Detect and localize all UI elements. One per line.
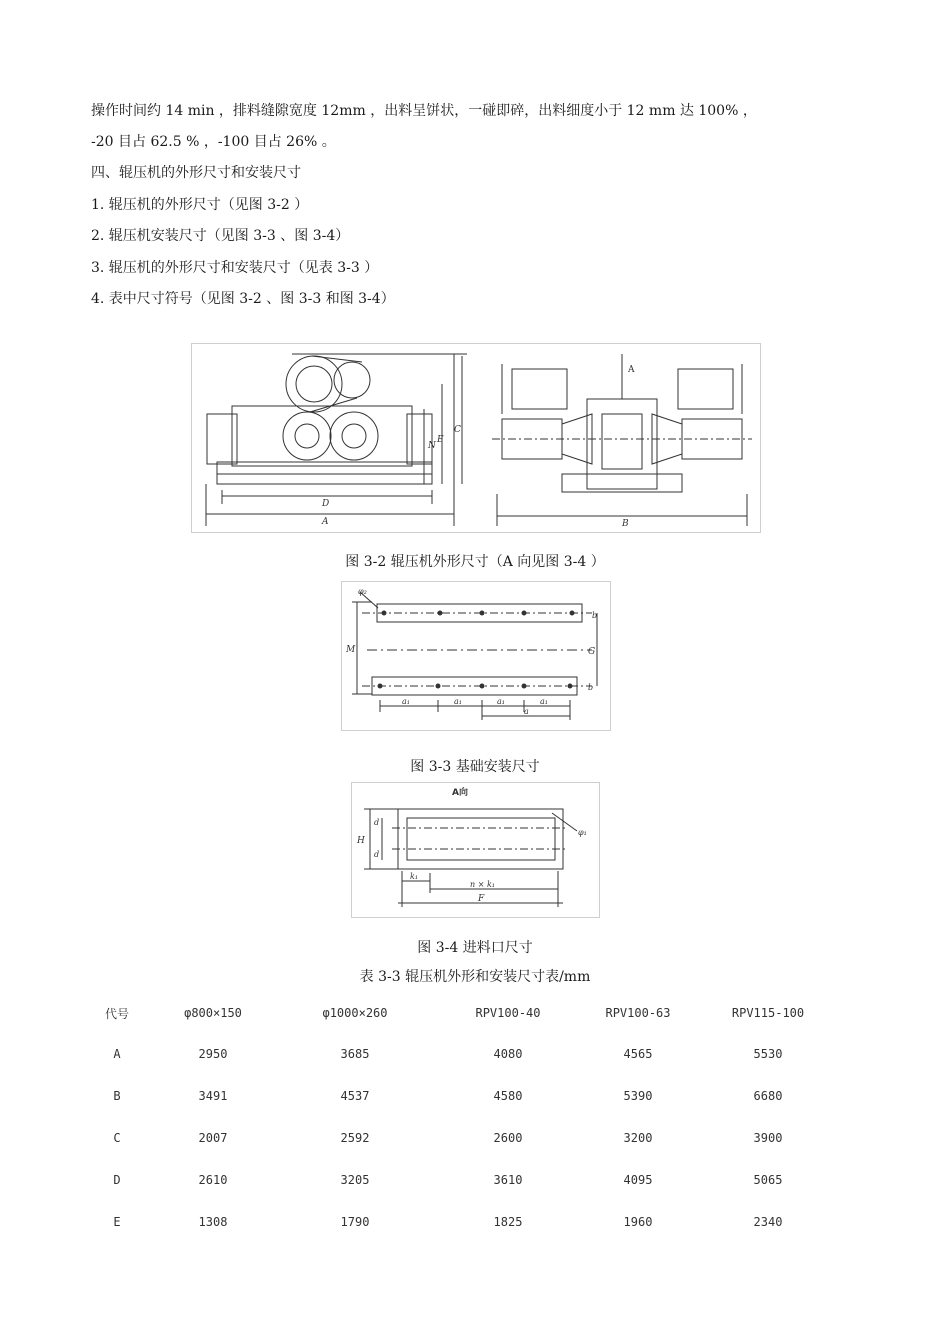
table-cell: 2007	[198, 1131, 228, 1145]
label-B: B	[622, 519, 629, 529]
figure-3-2-drawing	[191, 343, 761, 533]
table-cell: 3610	[493, 1173, 523, 1187]
table-cell: B	[113, 1089, 121, 1103]
table-row	[75, 1159, 833, 1201]
table-row	[75, 1033, 833, 1075]
figure-3-3-caption: 图 3-3 基础安装尺寸	[410, 759, 540, 775]
table-row	[75, 1201, 833, 1243]
table-cell: 1308	[198, 1215, 228, 1229]
table-row	[75, 1075, 833, 1117]
table-cell: 2610	[198, 1173, 228, 1187]
label-H: H	[357, 836, 365, 846]
table-cell: 4080	[493, 1047, 523, 1061]
label-a1-4: a₁	[540, 697, 548, 706]
figure-3-3-drawing	[341, 581, 611, 731]
body-paragraph-2: -20 目占 62.5 % ，-100 目占 26% 。	[91, 134, 336, 150]
table-cell: 4565	[623, 1047, 653, 1061]
label-a1-1: a₁	[402, 697, 410, 706]
table-cell: C	[113, 1131, 121, 1145]
header-phi1000: φ1000×260	[322, 1006, 388, 1020]
side-view	[492, 354, 752, 526]
list-item-2: 2. 辊压机安装尺寸（见图 3-3 、图 3-4）	[91, 228, 350, 244]
header-rpv100-63: RPV100-63	[605, 1006, 671, 1020]
table-cell: 2340	[753, 1215, 783, 1229]
label-D: D	[322, 499, 330, 509]
table-cell: 1790	[340, 1215, 370, 1229]
label-b-bottom: b	[588, 683, 594, 692]
table-cell: 5390	[623, 1089, 653, 1103]
header-rpv100-40: RPV100-40	[475, 1006, 541, 1020]
label-a1-3: a₁	[497, 697, 505, 706]
list-item-4: 4. 表中尺寸符号（见图 3-2 、图 3-3 和图 3-4）	[91, 291, 395, 307]
label-C: C	[454, 425, 461, 435]
dimensions-table	[75, 993, 833, 1243]
table-cell: 5065	[753, 1173, 783, 1187]
table-cell: 4580	[493, 1089, 523, 1103]
label-d-1: d	[374, 818, 380, 827]
label-k1: k₁	[410, 872, 419, 881]
table-cell: 1960	[623, 1215, 653, 1229]
list-item-3: 3. 辊压机的外形尺寸和安装尺寸（见表 3-3 ）	[91, 260, 379, 276]
label-N: N	[428, 441, 436, 451]
table-cell: 2950	[198, 1047, 228, 1061]
label-a: a	[524, 707, 529, 716]
label-n-k1: n × k₁	[470, 880, 495, 889]
list-item-1: 1. 辊压机的外形尺寸（见图 3-2 ）	[91, 197, 309, 213]
table-cell: E	[113, 1215, 121, 1229]
table-cell: D	[113, 1173, 121, 1187]
table-cell: 1825	[493, 1215, 523, 1229]
table-cell: 5530	[753, 1047, 783, 1061]
front-view	[206, 354, 467, 526]
label-d-2: d	[374, 850, 380, 859]
table-cell: 3200	[623, 1131, 653, 1145]
label-a1-2: a₁	[454, 697, 462, 706]
table-cell: 4095	[623, 1173, 653, 1187]
table-cell: 3685	[340, 1047, 370, 1061]
table-header-row	[75, 993, 833, 1033]
header-phi800: φ800×150	[184, 1006, 242, 1020]
header-rpv115-100: RPV115-100	[731, 1006, 805, 1020]
figure-3-4-drawing	[351, 782, 600, 918]
section-heading: 四、辊压机的外形尺寸和安装尺寸	[91, 165, 301, 181]
table-cell: 2600	[493, 1131, 523, 1145]
label-G: G	[588, 647, 596, 657]
table-cell: 3205	[340, 1173, 370, 1187]
header-code: 代号	[104, 1006, 129, 1021]
table-cell: A	[113, 1047, 121, 1061]
figure-3-2-caption: 图 3-2 辊压机外形尺寸（A 向见图 3-4 ）	[345, 554, 605, 570]
label-M: M	[346, 645, 356, 655]
body-paragraph-1: 操作时间约 14 min ，排料缝隙宽度 12mm ，出料呈饼状，一碰即碎，出料细度小于 12 mm 达 100% ，	[91, 103, 757, 119]
table-cell: 2592	[340, 1131, 370, 1145]
table-cell: 4537	[340, 1089, 370, 1103]
label-E: E	[437, 435, 444, 445]
label-phi1: φ₁	[578, 828, 587, 837]
table-row	[75, 1117, 833, 1159]
label-A-view: A向	[452, 788, 468, 798]
label-F: F	[478, 894, 485, 904]
table-cell: 3900	[753, 1131, 783, 1145]
table-cell: 6680	[753, 1089, 783, 1103]
table-cell: 3491	[198, 1089, 228, 1103]
label-A: A	[322, 517, 329, 527]
label-A-arrow: A	[628, 365, 635, 375]
label-phi2: φ₂	[358, 587, 367, 596]
figure-3-4-caption: 图 3-4 进料口尺寸	[417, 940, 533, 956]
label-b-top: b	[592, 611, 598, 620]
table-title: 表 3-3 辊压机外形和安装尺寸表/mm	[359, 969, 591, 985]
